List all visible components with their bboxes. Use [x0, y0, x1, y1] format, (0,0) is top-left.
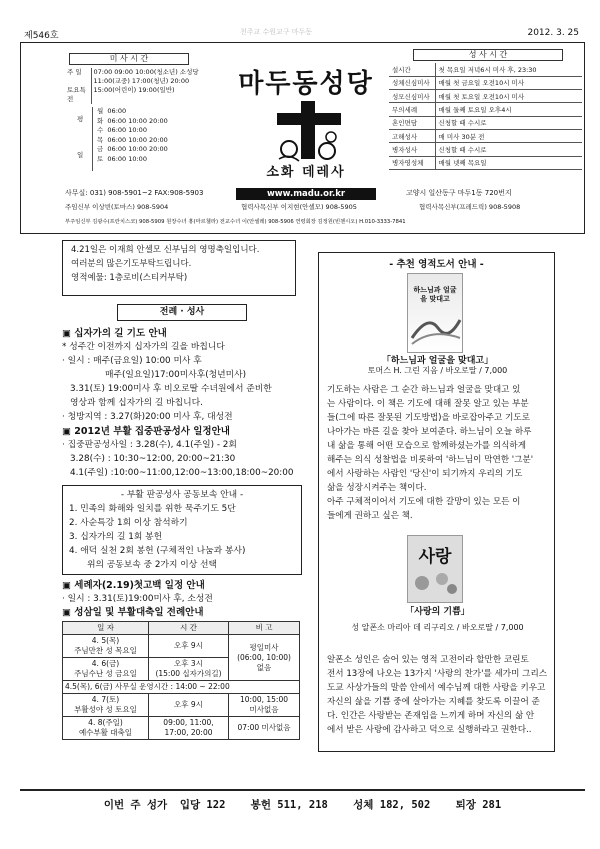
sacrament-title: 성 사 시 간 [413, 49, 563, 61]
easter-penance-box: - 부활 판공성사 공동보속 안내 - 1. 민족의 화해와 일치를 위한 묵주기도 5단 2. 사순특강 1회 이상 참석하기 3. 십자가의 길 1회 봉헌 4. 애덕 실천 2회 봉헌 (구체적인 나눔과 봉사) 위의 공동보속 중 2가지 이상 선택 [62, 485, 302, 575]
masthead-bar [20, 26, 585, 42]
liturgy-column: 전례 · 성사 ▣ 십자가의 길 기도 안내 * 성주간 이전까지 십자가의 길을 바칩니다 · 일시 : 매주(금요일) 10:00 미사 후 매주(일요일)17:00미사후(청년미사) 3.31(토) 19:00미사 후 비오로딸 수녀원에서 준비한 영상과 함께 십자가의 길 바칩니다. · 청방지역 : 3.27(화)20:00 미사 후, 대성전 ▣ 2012년 부활 집중판공성사 일정안내 · 집중판공성사일 : 3.28(수), 4.1(주일) - 2회 3.28(수) : 10:30~12:00, 20:00~21:30 4.1(주일) :10:00~11:00,12:00~13:00,18:00~20:00 - 부활 판공성사 공동보속 안내 - 1. 민족의 화해와 일치를 위한 묵주기도 5단 2. 사순특강 1회 이상 참석하기 3. 십자가의 길 1회 봉헌 4. 애덕 실천 2회 봉헌 (구체적인 나눔과 봉사) 위의 공동보속 중 2가지 이상 선택 ▣ 세례자(2.19)첫고백 일정 안내 · 일시 : 3.31(토)19:00미사 후, 소성전 ▣ 성삼일 및 부활대축일 전례안내 일 자 시 간 비 고 4. 5(목) 주님만찬 성 목요일 오후 9시 평일미사 (06:00, 10:00) 없음 4. 6(금) 주님수난 성 금요일 오후 3시 (15:00 십자가의길) 4.5(목), 6(금) 사무실 운영시간 : 14:00 ~ 22:00 4. 7(토) 부활성야 성 토요일 오후 9시 10:00, 15:00 미사없음 4. 8(주일) 예수부활 대축일 09:00, 11:00, 17:00, 20:00 07:00 미사없음 [62, 304, 302, 740]
book2-description: 알폰소 성인은 숨어 있는 영적 고전이라 할만한 코린토 전서 13장에 나오는 13가지 '사랑의 찬가'를 세가미 그리스 도교 사상가들의 말씀 안에서 예수님께 대한 사랑을 키우고 자신의 삶을 기쁨 중에 살아가는 지혜를 찾도록 이끌어 준 다. 인간은 사랑받는 존재임을 느끼게 하며 자신의 삶 안 에서 받은 사랑에 감사하고 덕으로 실행하라고 권한다.. [327, 655, 548, 735]
mass-day: 주 일 [65, 68, 91, 86]
cross-rose-logo-icon [269, 99, 349, 169]
mass-times-title: 미 사 시 간 [69, 53, 189, 65]
book1-meta: 토머스 H. 그린 지음 / 바오로딸 / 7,000 [367, 366, 508, 375]
address: 고양시 일산동구 마두1동 720번지 [406, 189, 512, 197]
pastor-contact: 주임신부 이상빈(토마스) 908-5904 [65, 203, 169, 211]
assistant2-contact: 협력사목신부(프레드릭) 908-5908 [419, 203, 521, 211]
office-phone: 사무실: 031) 908-5901~2 FAX:908-5903 [65, 189, 204, 197]
book-cover-art-icon [408, 310, 462, 346]
sacrament-table: 설시간 첫 목요일 저녁6시 미사 후, 23:30 성체신심미사 매월 첫 금요일 오전10시 미사 성모신심미사 매월 첫 토요일 오전10시 미사 무의세례 매월 둘째 토요일 오후4시 혼인면담 신청할 때 수시로 고해성사 매 미사 30분 전 병자성사 신청할 때 수시로 병자영성체 매월 넷째 목요일 [389, 63, 582, 170]
book2-meta: 성 알폰소 마리아 데 리구리오 / 바오로딸 / 7,000 [351, 623, 524, 632]
book-box [318, 252, 555, 752]
staff-contact: 부주임신부 김광수(프란치스코) 908-5909 원장수녀 홍(마르첼라) 전교수녀 이(안셀레) 908-5906 연령회장 김정원(빈첸시오) H.010-3333-7841 [65, 219, 406, 225]
book1-title: 「하느님과 얼굴을 맞대고」 [381, 356, 494, 366]
issue-number: 제546호 [24, 31, 59, 41]
header-block [20, 42, 585, 234]
mass-times-table: 주 일 07:00 09:00 10:00(청소년) 소성당 11:00(교중) 17:00(청년) 20:00 토요특전 15:00(어린이) 19:00(일반) [67, 68, 199, 103]
way-title: ▣ 십자가의 길 기도 안내 [62, 328, 167, 339]
hymn-footer: 이번 주 성가 입당 122 봉헌 511, 218 성체 182, 502 퇴장 281 [20, 789, 585, 812]
book1-description: 기도하는 사람은 그 순간 하느님과 얼굴을 맞대고 있 는 사람이다. 이 책은 기도에 대해 잘못 알고 있는 부분 들(그에 따른 잘못된 기도방법)을 바로잡아주고 기도로 나아가는 바른 길을 찾아 보여준다. 하느님이 오늘 하루 내 삶을 통해 어떤 모습으로 함께하셨는가를 의식하게 해주는 의식 성찰법을 비롯하여 '하느님이 막연한 '그분' 에서 사랑하는 사람인 '당신'이 되기까지 우리의 기도 삶을 성장시켜주는 책이다. 아주 구체적이어서 기도에 대한 갈망이 있는 모든 이 들에게 권하고 싶은 책. [327, 385, 534, 521]
confession-title: ▣ 2012년 부활 집중판공성사 일정안내 [62, 426, 230, 437]
triduum-title: ▣ 성삼일 및 부활대축일 전례안내 [62, 607, 204, 618]
book1-cover: 하느님과 얼굴을 맞대고 [407, 273, 463, 353]
triduum-table: 일 자 시 간 비 고 4. 5(목) 주님만찬 성 목요일 오후 9시 평일미사 (06:00, 10:00) 없음 4. 6(금) 주님수난 성 금요일 오후 3시 (15:00 십자가의길) 4.5(목), 6(금) 사무실 운영시간 : 14:00 ~ 22:00 4. 7(토) 부활성야 성 토요일 오후 9시 10:00, 15:00 미사없음 4. 8(주일) 예수부활 대축일 09:00, 11:00, 17:00, 20:00 07:00 미사없음 [62, 621, 300, 740]
assistant-contact: 협력사목신부 이지현(안셀모) 908-5905 [241, 203, 357, 211]
notice-box: 4.21일은 이재희 안셀모 신부님의 영명축일입니다. 여러분의 많은기도부탁드립니다. 영적예물: 1층로비(스티커부탁) [62, 240, 296, 296]
book-section-title: - 추천 영적도서 안내 - [389, 259, 484, 270]
baptism-title: ▣ 세례자(2.19)첫고백 일정 안내 [62, 580, 205, 591]
book2-cover: 사랑 [407, 535, 463, 603]
faint-header: 천주교 수원교구 마두동 [240, 28, 313, 36]
flower-cover-icon [408, 567, 462, 597]
parish-name: 마두동성당 [238, 69, 374, 99]
section-title: 전례 · 성사 [117, 304, 247, 321]
website-link[interactable]: www.madu.or.kr [236, 188, 376, 200]
issue-date: 2012. 3. 25 [527, 28, 579, 38]
weekday-mass: 평 일 월 06:00 화 06:00 10:00 20:00 수 06:00 10:00 목 06:00 10:00 20:00 금 06:00 10:00 20:00 토 06:00 10:00 [69, 107, 219, 171]
book2-title: 「사랑의 기쁨」 [405, 607, 470, 617]
parish-saint: 소화 데레사 [266, 165, 346, 180]
